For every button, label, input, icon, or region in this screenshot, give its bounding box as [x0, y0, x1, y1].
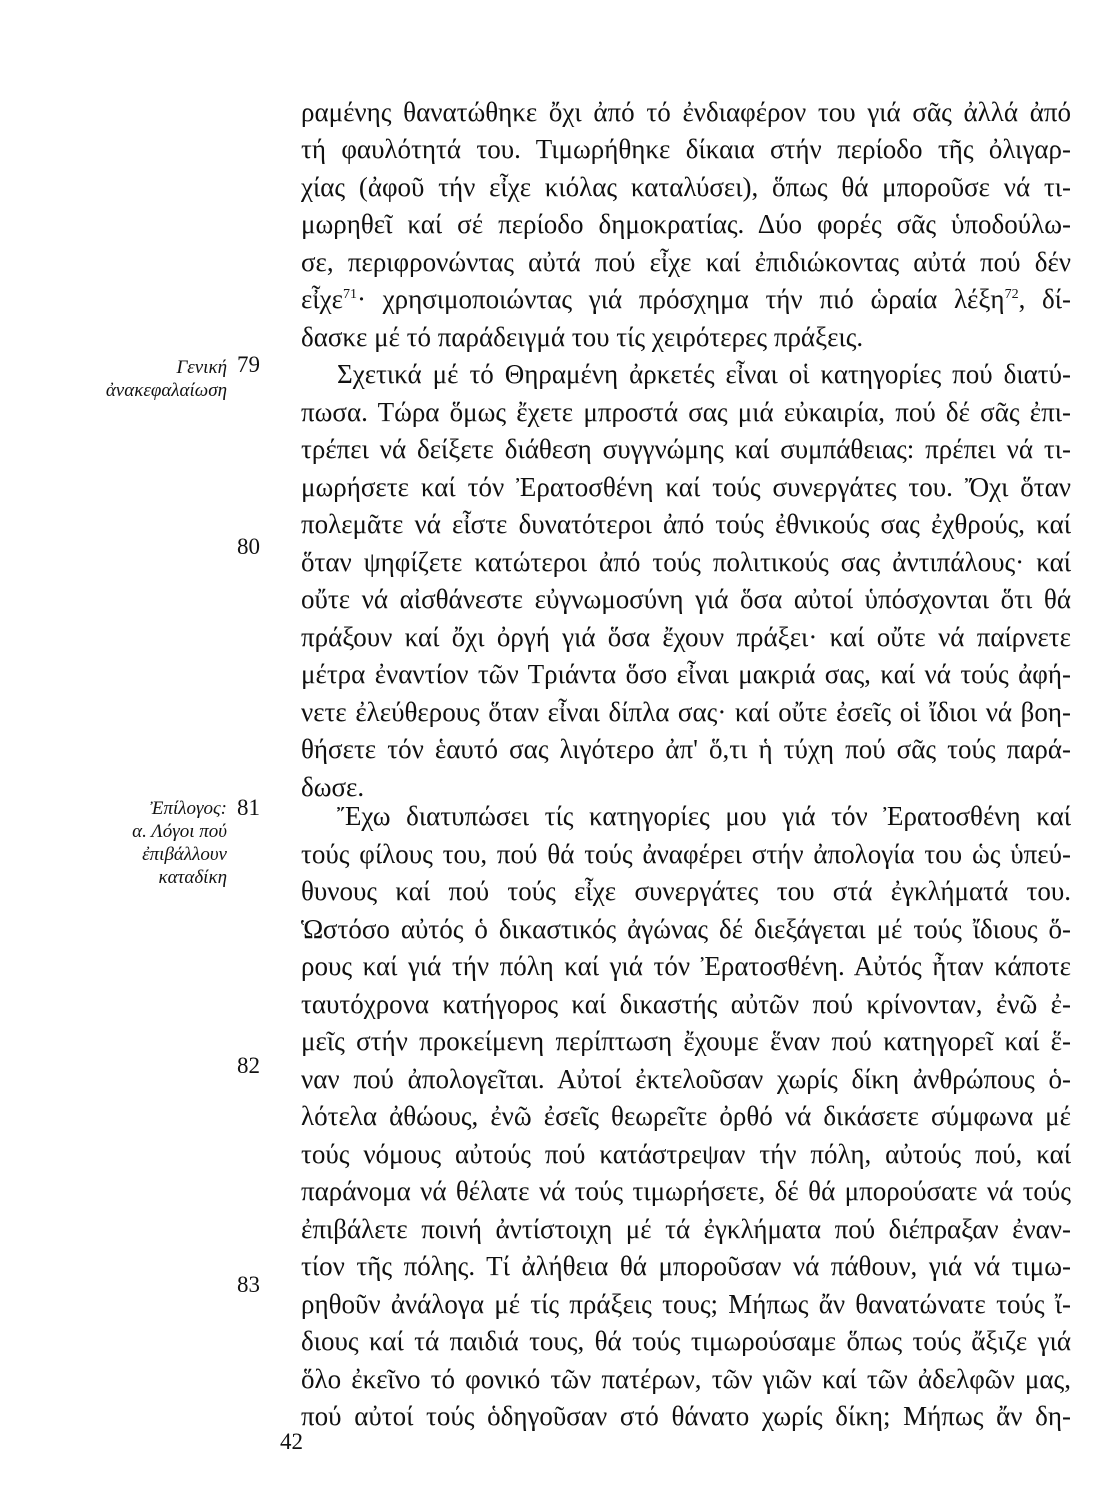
text-line: τούς νόμους αὐτούς πού κατάστρεψαν τήν πόλη, αὐτούς πού, καί — [301, 1139, 1071, 1169]
margin-note-line: Ἐπίλογος: — [149, 798, 227, 819]
text-line: ὅταν ψηφίζετε κατώτεροι ἀπό τούς πολιτικούς σας ἀντιπάλους· καί — [301, 547, 1071, 577]
text-line: μωρήσετε καί τόν Ἐρατοσθένη καί τούς συνεργάτες του. Ὄχι ὅταν — [301, 472, 1071, 502]
text-line: διους καί τά παιδιά τους, θά τούς τιμωρούσαμε ὅπως τούς ἄξιζε γιά — [301, 1326, 1071, 1356]
margin-note-summary — [106, 356, 227, 402]
text-line: μεῖς στήν προκείμενη περίπτωση ἔχουμε ἕναν πού κατηγορεῖ καί ἕ- — [301, 1026, 1071, 1056]
margin-note-epilogue — [132, 797, 227, 889]
text-line: ναν πού ἀπολογεῖται. Αὐτοί ἐκτελοῦσαν χωρίς δίκη ἀνθρώπους ὁ- — [301, 1064, 1071, 1094]
text-line: τίον τῆς πόλης. Τί ἀλήθεια θά μποροῦσαν νά πάθουν, γιά νά τιμω- — [301, 1251, 1071, 1281]
text-line: σε, περιφρονώντας αὐτά πού εἶχε καί ἐπιδιώκοντας αὐτά πού δέν — [301, 247, 1071, 277]
text-line: δωσε. — [301, 772, 365, 802]
text-line: μωρηθεῖ καί σέ περίοδο δημοκρατίας. Δύο φορές σᾶς ὑποδούλω- — [301, 209, 1071, 239]
margin-note-line: καταδίκη — [158, 867, 227, 888]
text-line: τρέπει νά δείξετε διάθεση συγγνώμης καί συμπάθειας: πρέπει νά τι- — [301, 434, 1071, 464]
margin-note-line: ἀνακεφαλαίωση — [105, 380, 227, 401]
text-line: τή φαυλότητά του. Τιμωρήθηκε δίκαια στήν περίοδο τῆς ὀλιγαρ- — [301, 134, 1071, 164]
text-line: θυνους καί πού τούς εἶχε συνεργάτες του στά ἐγκλήματά του. — [301, 876, 1071, 906]
text-span: · — [356, 284, 366, 314]
text-line: πού αὐτοί τούς ὁδηγοῦσαν στό θάνατο χωρίς δίκη; Μήπως ἄν δη- — [301, 1401, 1071, 1431]
section-number-83: 83 — [237, 1272, 260, 1297]
text-line: παράνομα νά θέλατε νά τούς τιμωρήσετε, δέ θά μπορούσατε νά τούς — [301, 1176, 1071, 1206]
text-line-with-footnotes — [301, 279, 1071, 319]
text-line: Σχετικά μέ τό Θηραμένη ἀρκετές εἶναι οἱ κατηγορίες πού διατύ- — [337, 359, 1071, 389]
text-line: πωσα. Τώρα ὅμως ἔχετε μπροστά σας μιά εὐκαιρία, πού δέ σᾶς ἐπι- — [301, 397, 1071, 427]
text-line: θήσετε τόν ἑαυτό σας λιγότερο ἀπ' ὅ,τι ἡ τύχη πού σᾶς τούς παρά- — [301, 734, 1071, 764]
margin-note-line: Γενική — [176, 357, 227, 378]
text-line: νετε ἐλεύθερους ὅταν εἶναι δίπλα σας· καί οὔτε ἐσεῖς οἱ ἴδιοι νά βοη- — [301, 697, 1071, 727]
text-line: μέτρα ἐναντίον τῶν Τριάντα ὅσο εἶναι μακριά σας, καί νά τούς ἀφή- — [301, 659, 1071, 689]
text-span: εἶχε — [301, 284, 343, 314]
section-number-80: 80 — [237, 534, 260, 559]
section-number-79: 79 — [237, 352, 260, 377]
section-number-82: 82 — [237, 1053, 260, 1078]
text-line: ἐπιβάλετε ποινή ἀντίστοιχη μέ τά ἐγκλήματα πού διέπραξαν ἐναν- — [301, 1214, 1071, 1244]
text-span: δί- — [1042, 284, 1072, 314]
text-line: χίας (ἀφοῦ τήν εἶχε κιόλας καταλύσει), ὅπως θά μποροῦσε νά τι- — [301, 172, 1071, 202]
page-number: 42 — [280, 1429, 303, 1454]
text-line: πράξουν καί ὄχι ὀργή γιά ὅσα ἔχουν πράξει· καί οὔτε νά παίρνετε — [301, 622, 1071, 652]
text-line: Ὡστόσο αὐτός ὁ δικαστικός ἀγώνας δέ διεξάγεται μέ τούς ἴδιους ὅ- — [301, 914, 1071, 944]
text-line: ραμένης θανατώθηκε ὄχι ἀπό τό ἐνδιαφέρον του γιά σᾶς ἀλλά ἀπό — [301, 97, 1071, 127]
text-line: ρους καί γιά τήν πόλη καί γιά τόν Ἐρατοσθένη. Αὐτός ἦταν κάποτε — [301, 951, 1071, 981]
text-line: Ἔχω διατυπώσει τίς κατηγορίες μου γιά τόν Ἐρατοσθένη καί — [337, 801, 1071, 831]
text-line: ταυτόχρονα κατήγορος καί δικαστής αὐτῶν πού κρίνονταν, ἐνῶ ἐ- — [301, 989, 1071, 1019]
text-span: χρησιμοποιώντας γιά πρόσχημα τήν πιό ὡραία λέξη — [382, 284, 1005, 314]
footnote-ref-72: 72 — [1004, 287, 1019, 302]
text-span: , — [1018, 284, 1026, 314]
text-line: λότελα ἀθώους, ἐνῶ ἐσεῖς θεωρεῖτε ὀρθό νά δικάσετε σύμφωνα μέ — [301, 1101, 1071, 1131]
section-number-81: 81 — [237, 795, 260, 820]
margin-note-line: α. Λόγοι πού — [132, 821, 227, 842]
text-line: οὔτε νά αἰσθάνεστε εὐγνωμοσύνη γιά ὅσα αὐτοί ὑπόσχονται ὅτι θά — [301, 584, 1071, 614]
text-line: δασκε μέ τό παράδειγμά του τίς χειρότερες πράξεις. — [301, 322, 864, 352]
footnote-ref-71: 71 — [342, 287, 357, 302]
margin-note-line: ἐπιβάλλουν — [142, 844, 227, 865]
text-line: πολεμᾶτε νά εἶστε δυνατότεροι ἀπό τούς ἐθνικούς σας ἐχθρούς, καί — [301, 509, 1071, 539]
text-line: ὅλο ἐκεῖνο τό φονικό τῶν πατέρων, τῶν γιῶν καί τῶν ἀδελφῶν μας, — [301, 1364, 1071, 1394]
text-line: ρηθοῦν ἀνάλογα μέ τίς πράξεις τους; Μήπως ἄν θανατώνατε τούς ἴ- — [301, 1289, 1071, 1319]
text-line: τούς φίλους του, πού θά τούς ἀναφέρει στήν ἀπολογία του ὡς ὑπεύ- — [301, 839, 1071, 869]
